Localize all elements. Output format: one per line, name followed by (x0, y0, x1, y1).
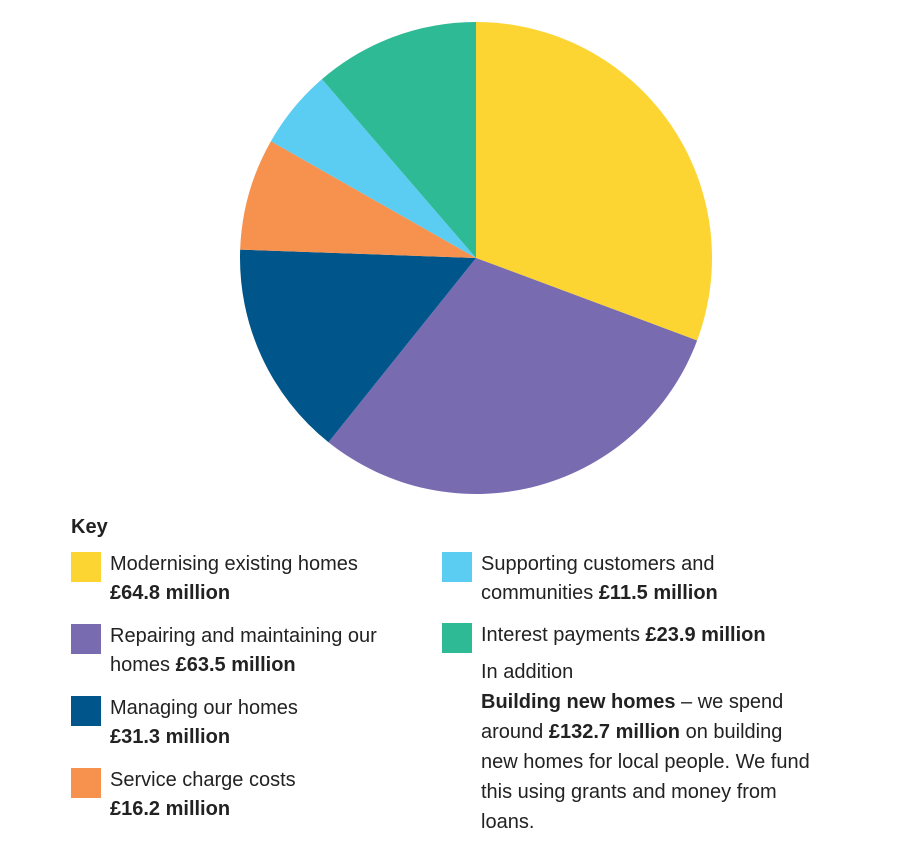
legend-label-modernising: Modernising existing homes (110, 553, 358, 575)
legend-column-right (442, 550, 822, 837)
legend-value-supporting: £11.5 million (598, 582, 718, 604)
legend-label-managing: Managing our homes (110, 697, 298, 719)
legend-value-modernising: £64.8 million (110, 582, 231, 604)
additional-note (442, 657, 822, 837)
legend-title: Key (71, 516, 108, 538)
legend-label-supporting: Supporting customers and (481, 553, 715, 575)
legend-swatch-repairing (71, 624, 101, 654)
note-heading: In addition (481, 661, 574, 683)
legend-swatch-service-charge (71, 768, 101, 798)
note-text-1: – we spend around (481, 691, 784, 743)
legend-swatch-supporting (442, 552, 472, 582)
legend-swatch-managing (71, 696, 101, 726)
note-text-2: on building new homes for local people. We fund this using grants and money from loans. (481, 721, 810, 833)
legend-swatch-interest (442, 623, 472, 653)
legend-item-interest (442, 621, 822, 657)
note-bold-lead: Building new homes (481, 691, 676, 713)
legend-value-service-charge: £16.2 million (110, 798, 231, 820)
legend-item-modernising (71, 550, 431, 608)
legend-column-left (71, 550, 431, 824)
note-amount: £132.7 million (548, 721, 681, 743)
legend-label-interest: Interest payments (481, 624, 646, 646)
legend-swatch-modernising (71, 552, 101, 582)
legend-label-service-charge: Service charge costs (110, 769, 296, 791)
legend-value-interest: £23.9 million (645, 624, 766, 646)
legend-item-managing (71, 694, 431, 752)
note-body (481, 687, 822, 837)
legend-item-service-charge (71, 766, 431, 824)
legend-value-repairing: £63.5 million (175, 654, 296, 676)
legend-item-repairing (71, 622, 431, 680)
legend-prefix-supporting: communities (481, 582, 599, 604)
legend-label-repairing: Repairing and maintaining our (110, 625, 377, 647)
legend-value-managing: £31.3 million (110, 726, 231, 748)
legend-item-supporting (442, 550, 822, 608)
legend-prefix-repairing: homes (110, 654, 176, 676)
